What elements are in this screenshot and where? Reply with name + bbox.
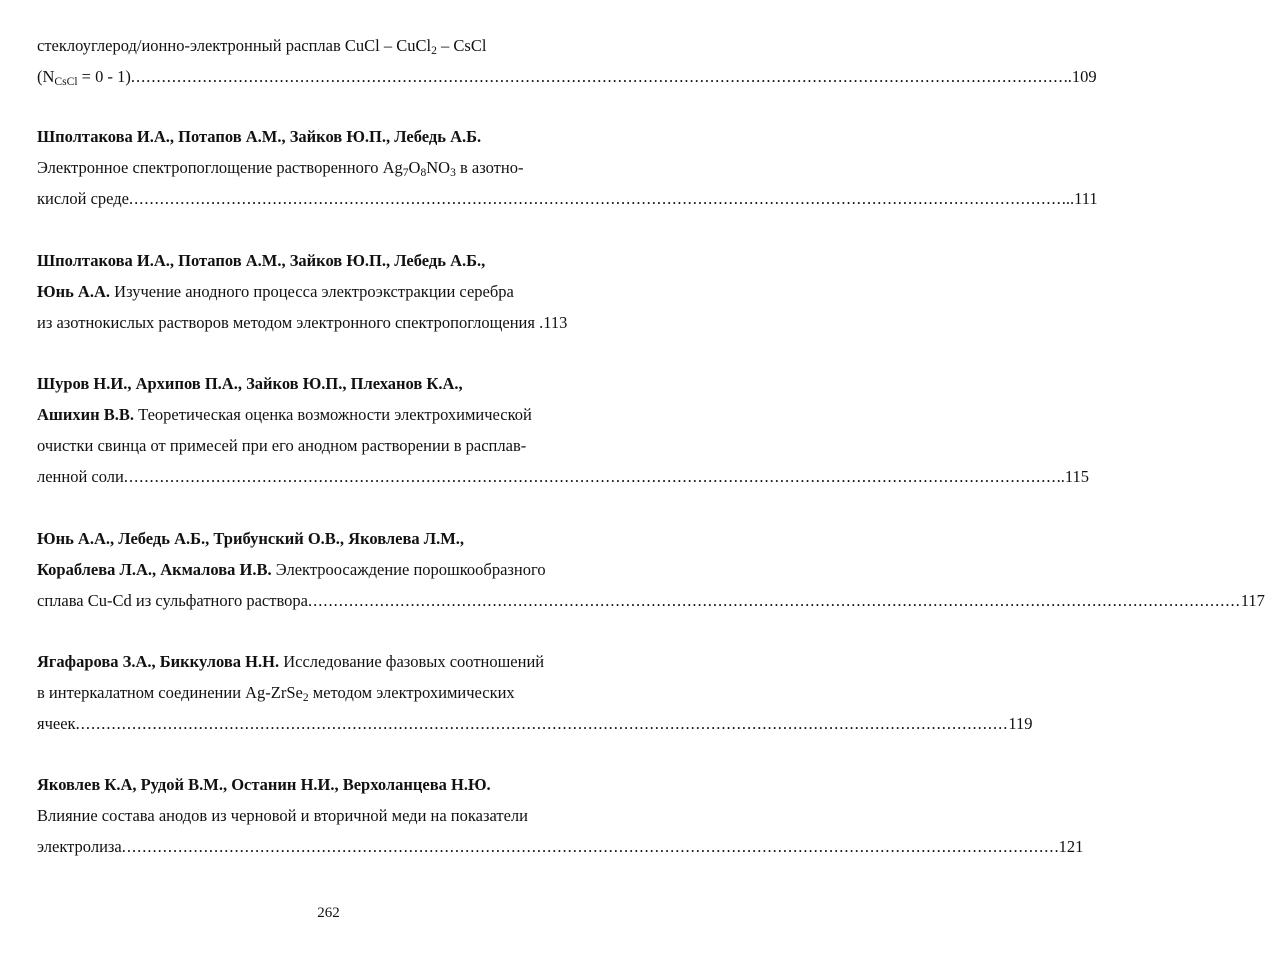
entry-authors: Юнь А.А. (37, 282, 111, 301)
entry-title-line: из азотнокислых растворов методом электронного спектропоглощения .113 (37, 313, 568, 332)
dot-leader: ...................................................................................................................................................................................... (123, 467, 1057, 486)
entry-leader-line: сплава Cu-Cd из сульфатного раствора ...................................................................................................................................................................................... 117 (37, 585, 622, 616)
dot-leader: ...................................................................................................................................................................................... (307, 591, 1241, 610)
entry-title-line: Юнь А.А. Изучение анодного процесса электроэкстракции серебра (37, 282, 514, 301)
toc-entry (37, 523, 1265, 616)
entry-page-ref: 117 (1240, 591, 1265, 610)
entry-title-line: Ягафарова З.А., Биккулова Н.Н. Исследование фазовых соотношений (37, 652, 545, 671)
entry-page-ref: 119 (1008, 714, 1033, 733)
toc-entry (37, 245, 622, 338)
toc-entry (37, 769, 1084, 862)
toc-entry (37, 121, 1098, 214)
toc-entry (37, 646, 1033, 739)
entry-title-line: в интеркалатном соединении Ag-ZrSe$_2$ методом электрохимических (37, 683, 515, 704)
entry-title-line: Ашихин В.В. Теоретическая оценка возможности электрохимической (37, 405, 532, 424)
entry-page-ref: .121 (1054, 837, 1084, 856)
entry-authors: Шполтакова И.А., Потапов А.М., Зайков Ю.П., Лебедь А.Б. (37, 127, 482, 146)
entry-leader-line: ячеек ...................................................................................................................................................................................... 119 (37, 708, 622, 739)
entry-leader-line: ленной соли ...................................................................................................................................................................................... ..115 (37, 461, 622, 492)
entry-title-line: очистки свинца от примесей при его анодном растворении в расплав- (37, 436, 527, 455)
entry-leader-line: кислой среде ...................................................................................................................................................................................... ...111 (37, 183, 622, 214)
dot-leader: ...................................................................................................................................................................................... (75, 714, 1009, 733)
entry-authors: Юнь А.А., Лебедь А.Б., Трибунский О.В., Яковлева Л.М., (37, 529, 465, 548)
entry-leader-line: электролиза ...................................................................................................................................................................................... .121 (37, 831, 622, 862)
entry-page-ref: ..115 (1056, 467, 1089, 486)
dot-leader: ...................................................................................................................................................................................... (121, 837, 1055, 856)
entry-title-line: Влияние состава анодов из черновой и вторичной меди на показатели (37, 806, 528, 825)
toc-entry (37, 368, 1089, 492)
entry-title-line: Электронное спектропоглощение растворенного $Ag_7O_8NO_3$ в азотно- (37, 158, 524, 179)
entry-authors: Ашихин В.В. (37, 405, 135, 424)
entry-authors: Кораблева Л.А., Акмалова И.В. (37, 560, 272, 579)
entry-authors: Ягафарова З.А., Биккулова Н.Н. (37, 652, 280, 671)
dot-leader: ...................................................................................................................................................................................... (129, 189, 1062, 208)
entry-title-line: Кораблева Л.А., Акмалова И.В. Электроосаждение порошкообразного (37, 560, 546, 579)
entry-page-ref: ..109 (1063, 67, 1097, 86)
entry-leader-line: $(N_{CsCl} = 0 - 1)$ ...................................................................................................................................................................................... ..109 (37, 61, 622, 92)
entry-title-line: стеклоуглерод/ионно-электронный расплав CuCl – CuCl$_2$ – CsCl (37, 36, 487, 57)
page-number: 262 (317, 905, 340, 921)
toc-entry-continued (37, 30, 1097, 92)
entry-authors: Шполтакова И.А., Потапов А.М., Зайков Ю.П., Лебедь А.Б., (37, 251, 486, 270)
entry-page-ref: ...111 (1061, 189, 1098, 208)
entry-authors: Яковлев К.А, Рудой В.М., Останин Н.И., Верхоланцева Н.Ю. (37, 775, 491, 794)
entry-authors: Шуров Н.И., Архипов П.А., Зайков Ю.П., Плеханов К.А., (37, 374, 463, 393)
dot-leader: ...................................................................................................................................................................................... (130, 67, 1064, 86)
